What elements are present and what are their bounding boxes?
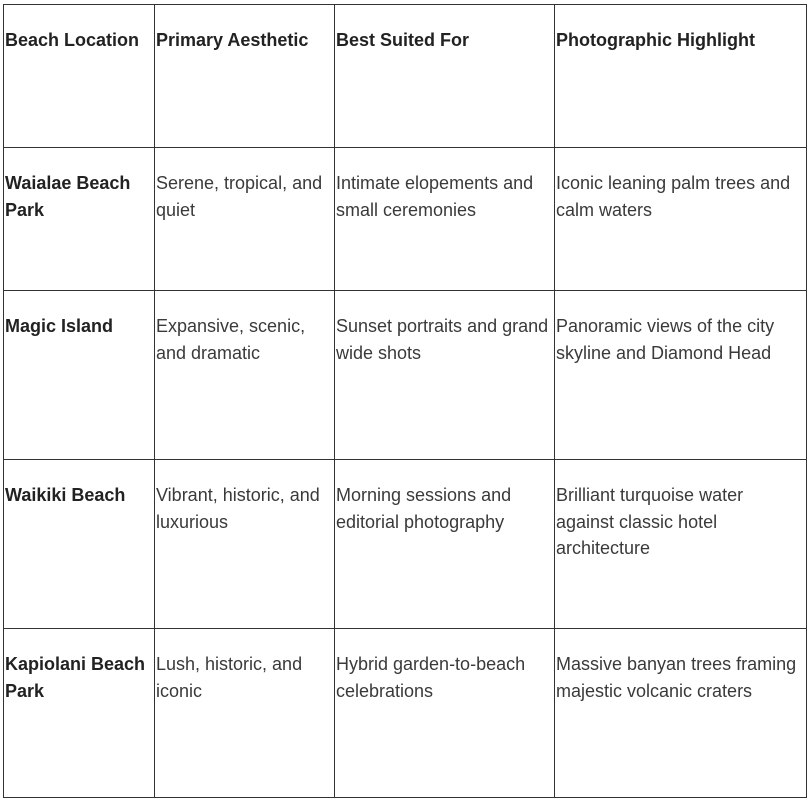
cell-location: Kapiolani Beach Park [4, 629, 155, 798]
cell-highlight: Iconic leaning palm trees and calm waters [555, 148, 807, 291]
cell-location: Waikiki Beach [4, 460, 155, 629]
cell-location: Magic Island [4, 291, 155, 460]
table-row [4, 629, 807, 798]
cell-highlight: Brilliant turquoise water against classic hotel architecture [555, 460, 807, 629]
cell-location: Waialae Beach Park [4, 148, 155, 291]
table-row [4, 460, 807, 629]
cell-suited-for: Morning sessions and editorial photography [335, 460, 555, 629]
header-best-suited-for: Best Suited For [335, 5, 555, 148]
cell-aesthetic: Lush, historic, and iconic [155, 629, 335, 798]
header-beach-location: Beach Location [4, 5, 155, 148]
header-photographic-highlight: Photographic Highlight [555, 5, 807, 148]
cell-aesthetic: Serene, tropical, and quiet [155, 148, 335, 291]
table-header-row [4, 5, 807, 148]
header-primary-aesthetic: Primary Aesthetic [155, 5, 335, 148]
cell-suited-for: Intimate elopements and small ceremonies [335, 148, 555, 291]
cell-aesthetic: Expansive, scenic, and dramatic [155, 291, 335, 460]
table-row [4, 148, 807, 291]
cell-highlight: Panoramic views of the city skyline and Diamond Head [555, 291, 807, 460]
cell-suited-for: Sunset portraits and grand wide shots [335, 291, 555, 460]
beach-comparison-table [3, 4, 807, 798]
table-row [4, 291, 807, 460]
cell-aesthetic: Vibrant, historic, and luxurious [155, 460, 335, 629]
cell-highlight: Massive banyan trees framing majestic volcanic craters [555, 629, 807, 798]
cell-suited-for: Hybrid garden-to-beach celebrations [335, 629, 555, 798]
